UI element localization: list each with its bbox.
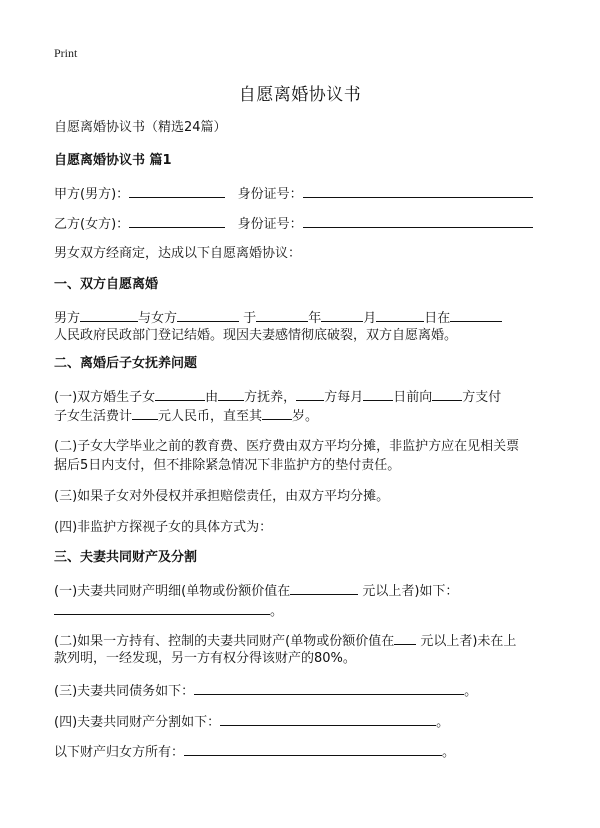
- pay-day-blank[interactable]: [363, 386, 393, 401]
- party-a-row: [54, 183, 548, 205]
- section-heading: 自愿离婚协议书 篇1: [54, 153, 172, 168]
- sec2-p2-line2: 据后5日内支付，但不排除紧急情况下非监护方的垫付责任。: [54, 458, 401, 473]
- sec3-p2-b: 元以上者)未在上: [420, 634, 517, 649]
- sec3-p5-row: [54, 741, 548, 763]
- sec2-p1-g: 子女生活费计: [54, 409, 133, 424]
- sec2-p1-c: 方抚养，: [244, 390, 297, 405]
- female-name-blank[interactable]: [177, 307, 239, 322]
- sec3-p1-line1: [54, 580, 548, 602]
- sec3-p4-row: [54, 711, 548, 733]
- sec2-p1-b: 由: [205, 390, 219, 405]
- registration-place-blank[interactable]: [450, 307, 502, 322]
- party-b-row: [54, 213, 548, 235]
- payer-blank[interactable]: [296, 386, 324, 401]
- sec1-heading: 一、双方自愿离婚: [54, 277, 159, 292]
- intro-text: 男女双方经商定，达成以下自愿离婚协议：: [54, 246, 302, 261]
- sec2-p1-i: 岁。: [292, 409, 319, 424]
- print-label[interactable]: Print: [54, 46, 78, 60]
- sec1-female-label: 与女方: [138, 311, 178, 326]
- party-a-id-label: 身份证号：: [237, 187, 303, 202]
- child-name-blank[interactable]: [155, 386, 205, 401]
- male-name-blank[interactable]: [80, 307, 138, 322]
- property-list-blank[interactable]: [54, 600, 270, 615]
- document-subtitle: 自愿离婚协议书（精选24篇）: [54, 120, 227, 135]
- sec3-p1-period: 。: [270, 604, 284, 619]
- payee-blank[interactable]: [432, 386, 462, 401]
- property-value-blank[interactable]: [290, 580, 358, 595]
- sec3-p5-period: 。: [442, 745, 456, 760]
- document-title: 自愿离婚协议书: [238, 85, 362, 105]
- sec3-heading: 三、夫妻共同财产及分割: [54, 550, 198, 565]
- sec3-p1-line2: [54, 600, 548, 622]
- support-age-blank[interactable]: [262, 405, 292, 420]
- sec2-p1-d: 方每月: [324, 390, 364, 405]
- support-amount-blank[interactable]: [132, 405, 158, 420]
- female-property-blank[interactable]: [184, 741, 442, 756]
- sec2-p4: (四)非监护方探视子女的具体方式为：: [54, 520, 273, 535]
- sec2-p3: (三)如果子女对外侵权并承担赔偿责任，由双方平均分摊。: [54, 489, 390, 504]
- party-b-label: 乙方(女方)：: [54, 217, 130, 232]
- sec1-line2: 人民政府民政部门登记结婚。现因夫妻感情彻底破裂，双方自愿离婚。: [54, 328, 458, 343]
- sec3-p2-a: (二)如果一方持有、控制的夫妻共同财产(单物或份额价值在: [54, 634, 395, 649]
- sec2-p1-e: 日前向: [393, 390, 433, 405]
- sec3-p3-period: 。: [464, 684, 478, 699]
- party-b-id-label: 身份证号：: [237, 217, 303, 232]
- sec1-month-label: 月: [363, 311, 377, 326]
- sec3-p3-row: [54, 680, 548, 702]
- party-b-id-blank[interactable]: [303, 213, 533, 228]
- marriage-month-blank[interactable]: [321, 307, 363, 322]
- sec3-p4-label: (四)夫妻共同财产分割如下：: [54, 715, 221, 730]
- party-b-name-blank[interactable]: [129, 213, 225, 228]
- undisclosed-value-blank[interactable]: [394, 630, 416, 645]
- sec1-male-label: 男方: [54, 311, 81, 326]
- party-a-id-blank[interactable]: [303, 183, 533, 198]
- division-blank[interactable]: [220, 711, 436, 726]
- custodian-blank[interactable]: [218, 386, 244, 401]
- sec1-date-label: 于: [243, 311, 257, 326]
- sec3-p5-label: 以下财产归女方所有：: [54, 745, 185, 760]
- sec1-day-label: 日在: [424, 311, 451, 326]
- marriage-year-blank[interactable]: [256, 307, 308, 322]
- sec3-p4-period: 。: [436, 715, 450, 730]
- sec2-p1-h: 元人民币，直至其: [158, 409, 263, 424]
- sec2-p1-line2: [54, 405, 548, 427]
- party-a-label: 甲方(男方)：: [54, 187, 130, 202]
- debts-blank[interactable]: [194, 680, 464, 695]
- marriage-day-blank[interactable]: [376, 307, 424, 322]
- sec2-p2-line1: (二)子女大学毕业之前的教育费、医疗费由双方平均分摊，非监护方应在见相关票: [54, 439, 520, 454]
- sec3-p2-line2: 款列明，一经发现，另一方有权分得该财产的80%。: [54, 651, 356, 666]
- sec2-p1-f: 方支付: [462, 390, 502, 405]
- sec2-heading: 二、离婚后子女抚养问题: [54, 356, 198, 371]
- sec3-p1-b: 元以上者)如下：: [362, 584, 459, 599]
- sec3-p1-a: (一)夫妻共同财产明细(单物或份额价值在: [54, 584, 291, 599]
- sec1-year-label: 年: [308, 311, 322, 326]
- sec2-p1-a: (一)双方婚生子女: [54, 390, 156, 405]
- sec3-p3-label: (三)夫妻共同债务如下：: [54, 684, 195, 699]
- party-a-name-blank[interactable]: [129, 183, 225, 198]
